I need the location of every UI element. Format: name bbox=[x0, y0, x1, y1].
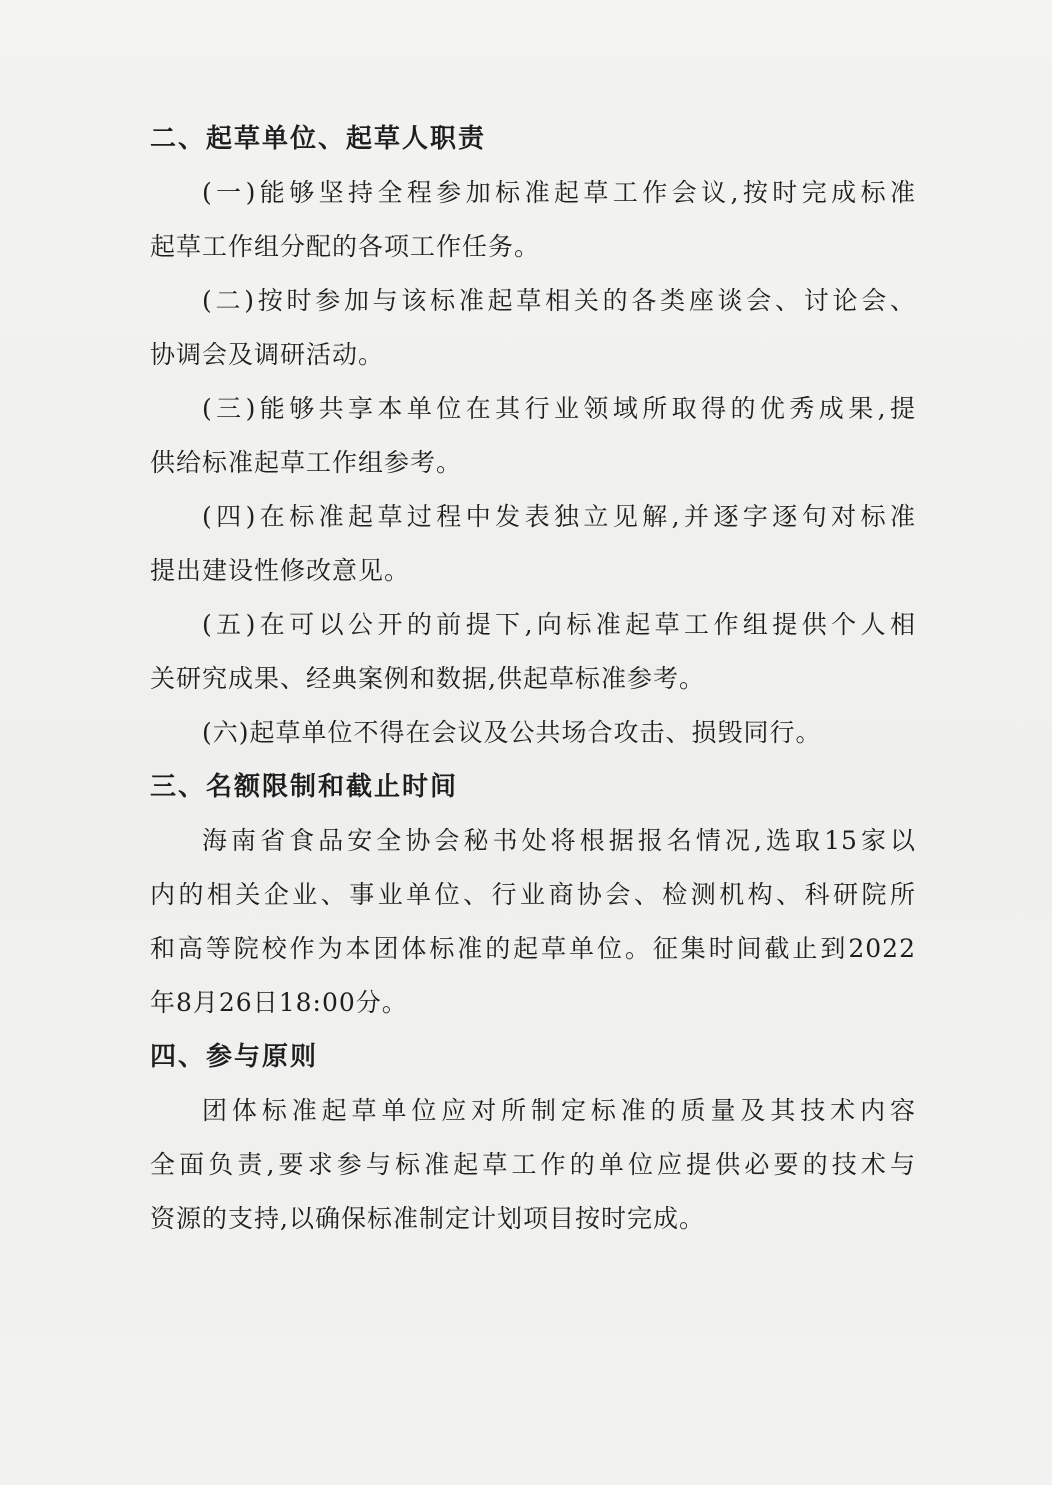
paragraph-line: 供给标准起草工作组参考。 bbox=[150, 448, 463, 477]
section-quota-deadline bbox=[150, 760, 916, 1030]
paragraph-line: 起草工作组分配的各项工作任务。 bbox=[150, 232, 541, 261]
paragraph-line: 年8月26日18:00分。 bbox=[150, 988, 408, 1017]
section-principles bbox=[150, 1030, 916, 1246]
paragraph-line: (三)能够共享本单位在其行业领域所取得的优秀成果,提 bbox=[202, 394, 916, 423]
paragraph-line: (四)在标准起草过程中发表独立见解,并逐字逐句对标准 bbox=[202, 502, 916, 531]
paragraph-line: (五)在可以公开的前提下,向标准起草工作组提供个人相 bbox=[202, 610, 916, 639]
paragraph-line: 全面负责,要求参与标准起草工作的单位应提供必要的技术与 bbox=[150, 1150, 916, 1179]
paragraph-line: 资源的支持,以确保标准制定计划项目按时完成。 bbox=[150, 1204, 705, 1233]
paragraph-item-2 bbox=[150, 274, 916, 382]
paragraph-line: (二)按时参加与该标准起草相关的各类座谈会、讨论会、 bbox=[202, 286, 916, 315]
paragraph-line: (六)起草单位不得在会议及公共场合攻击、损毁同行。 bbox=[202, 718, 822, 747]
paragraph-line: 关研究成果、经典案例和数据,供起草标准参考。 bbox=[150, 664, 705, 693]
paragraph-line: (一)能够坚持全程参加标准起草工作会议,按时完成标准 bbox=[202, 178, 916, 207]
paragraph-item-1 bbox=[150, 166, 916, 274]
paragraph-line: 协调会及调研活动。 bbox=[150, 340, 385, 369]
section-heading: 三、名额限制和截止时间 bbox=[150, 772, 459, 802]
paragraph-item-5 bbox=[150, 598, 916, 706]
paragraph-line: 提出建设性修改意见。 bbox=[150, 556, 411, 585]
section-heading: 二、起草单位、起草人职责 bbox=[150, 124, 487, 154]
paragraph-principles bbox=[150, 1084, 916, 1246]
paragraph-item-4 bbox=[150, 490, 916, 598]
paragraph-item-6 bbox=[150, 706, 916, 760]
section-responsibilities bbox=[150, 112, 916, 760]
paragraph-item-3 bbox=[150, 382, 916, 490]
paragraph-line: 海南省食品安全协会秘书处将根据报名情况,选取15家以 bbox=[202, 826, 916, 855]
paragraph-quota bbox=[150, 814, 916, 1030]
paragraph-line: 团体标准起草单位应对所制定标准的质量及其技术内容 bbox=[202, 1096, 916, 1125]
paragraph-line: 内的相关企业、事业单位、行业商协会、检测机构、科研院所 bbox=[150, 880, 916, 909]
section-heading: 四、参与原则 bbox=[150, 1042, 319, 1072]
paragraph-line: 和高等院校作为本团体标准的起草单位。征集时间截止到2022 bbox=[150, 934, 916, 963]
